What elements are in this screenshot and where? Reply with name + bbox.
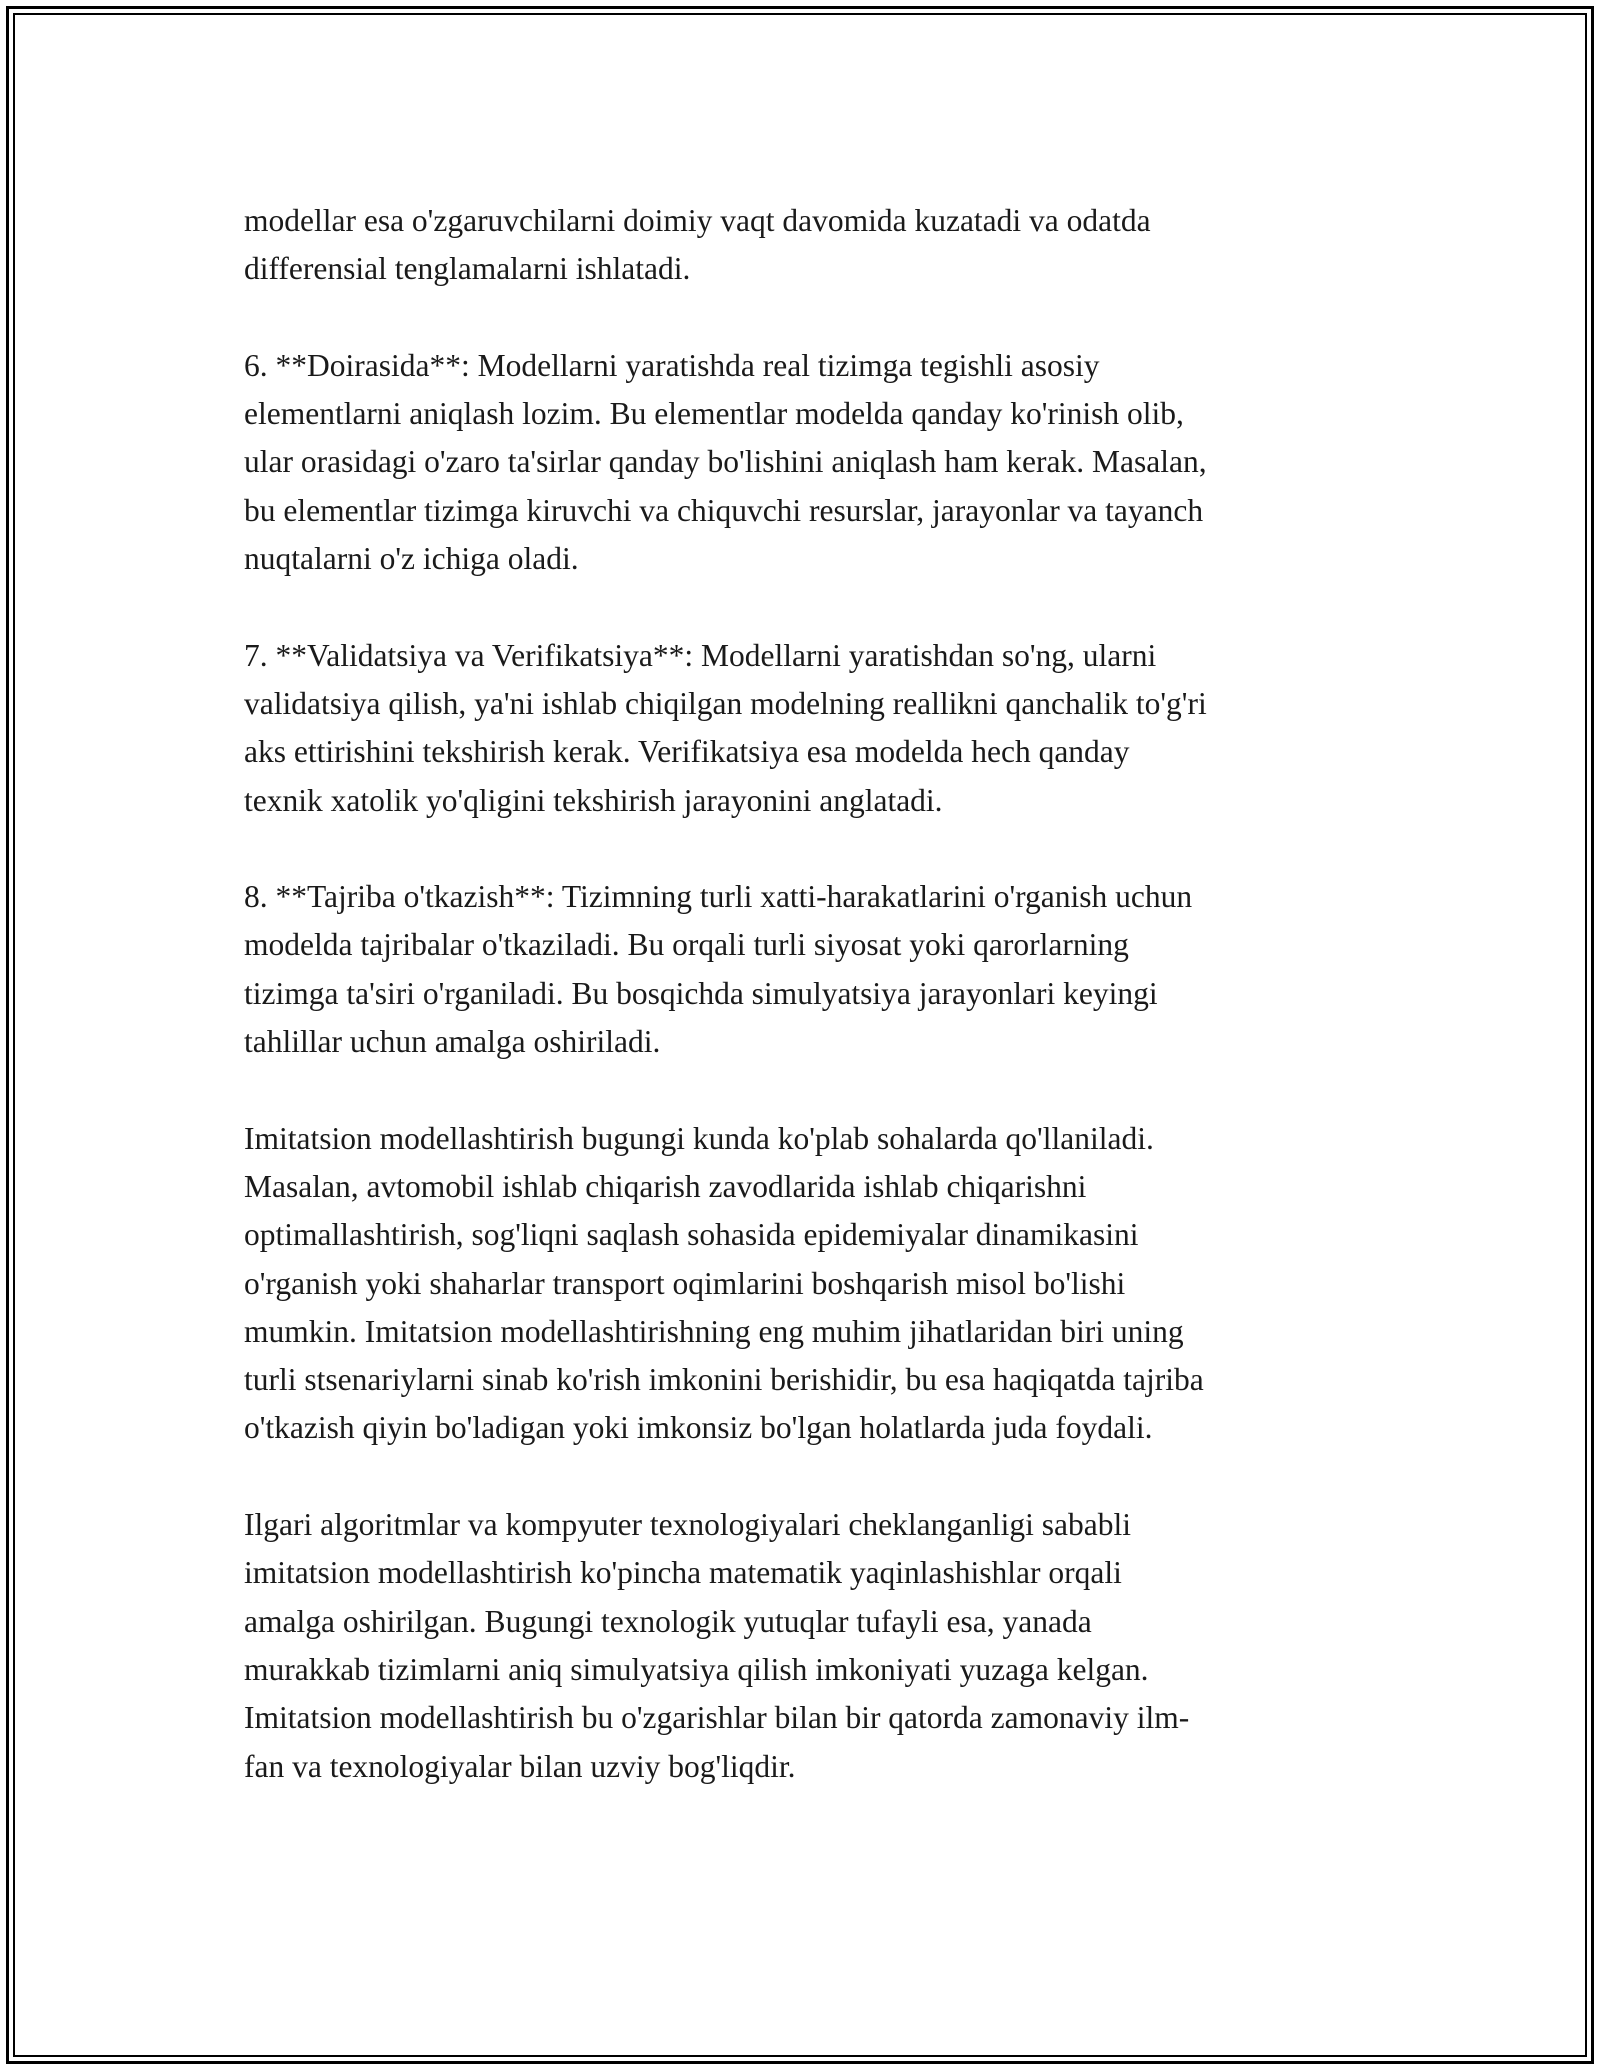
text-line: validatsiya qilish, ya'ni ishlab chiqilgan modelning reallikni qanchalik to'g'ri <box>244 685 1207 721</box>
text-line: Imitatsion modellashtirish bu o'zgarishlar bilan bir qatorda zamonaviy ilm- <box>244 1700 1190 1736</box>
text-line: mumkin. Imitatsion modellashtirishning eng muhim jihatlaridan biri uning <box>244 1313 1184 1349</box>
page-frame <box>6 6 1594 2064</box>
text-line: nuqtalarni o'z ichiga oladi. <box>244 541 579 577</box>
text-line: 7. **Validatsiya va Verifikatsiya**: Modellarni yaratishdan so'ng, ularni <box>244 637 1157 673</box>
paragraph-item-6 <box>244 342 1384 583</box>
text-line: ular orasidagi o'zaro ta'sirlar qanday bo'lishini aniqlash ham kerak. Masalan, <box>244 444 1207 480</box>
text-line: bu elementlar tizimga kiruvchi va chiquvchi resurslar, jarayonlar va tayanch <box>244 492 1204 528</box>
text-line: modellar esa o'zgaruvchilarni doimiy vaqt davomida kuzatadi va odatda <box>244 203 1151 238</box>
text-line: murakkab tizimlarni aniq simulyatsiya qilish imkoniyati yuzaga kelgan. <box>244 1651 1149 1687</box>
paragraph-item-7 <box>244 632 1384 825</box>
text-line: tizimga ta'siri o'rganiladi. Bu bosqichda simulyatsiya jarayonlari keyingi <box>244 975 1158 1011</box>
paragraph-item-8 <box>244 873 1384 1066</box>
paragraph-history <box>244 1501 1384 1791</box>
paragraph-applications <box>244 1115 1384 1453</box>
text-line: o'tkazish qiyin bo'ladigan yoki imkonsiz bo'lgan holatlarda juda foydali. <box>244 1410 1153 1446</box>
text-line: 6. **Doirasida**: Modellarni yaratishda real tizimga tegishli asosiy <box>244 347 1100 383</box>
document-text-body <box>244 197 1384 1839</box>
text-line: 8. **Tajriba o'tkazish**: Tizimning turli xatti-harakatlarini o'rganish uchun <box>244 879 1193 915</box>
text-line: amalga oshirilgan. Bugungi texnologik yutuqlar tufayli esa, yanada <box>244 1603 1092 1639</box>
text-line: o'rganish yoki shaharlar transport oqimlarini boshqarish misol bo'lishi <box>244 1265 1126 1301</box>
text-line: optimallashtirish, sog'liqni saqlash sohasida epidemiyalar dinamikasini <box>244 1217 1139 1253</box>
text-line: turli stsenariylarni sinab ko'rish imkonini berishidir, bu esa haqiqatda tajriba <box>244 1362 1204 1398</box>
text-line: texnik xatolik yo'qligini tekshirish jarayonini anglatadi. <box>244 782 943 818</box>
text-line: Masalan, avtomobil ishlab chiqarish zavodlarida ishlab chiqarishni <box>244 1168 1087 1204</box>
paragraph-continuation <box>244 197 1384 294</box>
text-line: Imitatsion modellashtirish bugungi kunda ko'plab sohalarda qo'llaniladi. <box>244 1120 1154 1156</box>
text-line: tahlillar uchun amalga oshiriladi. <box>244 1024 661 1060</box>
text-line: modelda tajribalar o'tkaziladi. Bu orqali turli siyosat yoki qarorlarning <box>244 927 1129 963</box>
text-line: imitatsion modellashtirish ko'pincha matematik yaqinlashishlar orqali <box>244 1555 1122 1591</box>
text-line: aks ettirishini tekshirish kerak. Verifikatsiya esa modelda hech qanday <box>244 734 1130 770</box>
text-line: elementlarni aniqlash lozim. Bu elementlar modelda qanday ko'rinish olib, <box>244 396 1184 432</box>
text-line: Ilgari algoritmlar va kompyuter texnologiyalari cheklanganligi sababli <box>244 1507 1131 1543</box>
text-line: differensial tenglamalarni ishlatadi. <box>244 251 691 287</box>
text-line: fan va texnologiyalar bilan uzviy bog'liqdir. <box>244 1748 796 1784</box>
